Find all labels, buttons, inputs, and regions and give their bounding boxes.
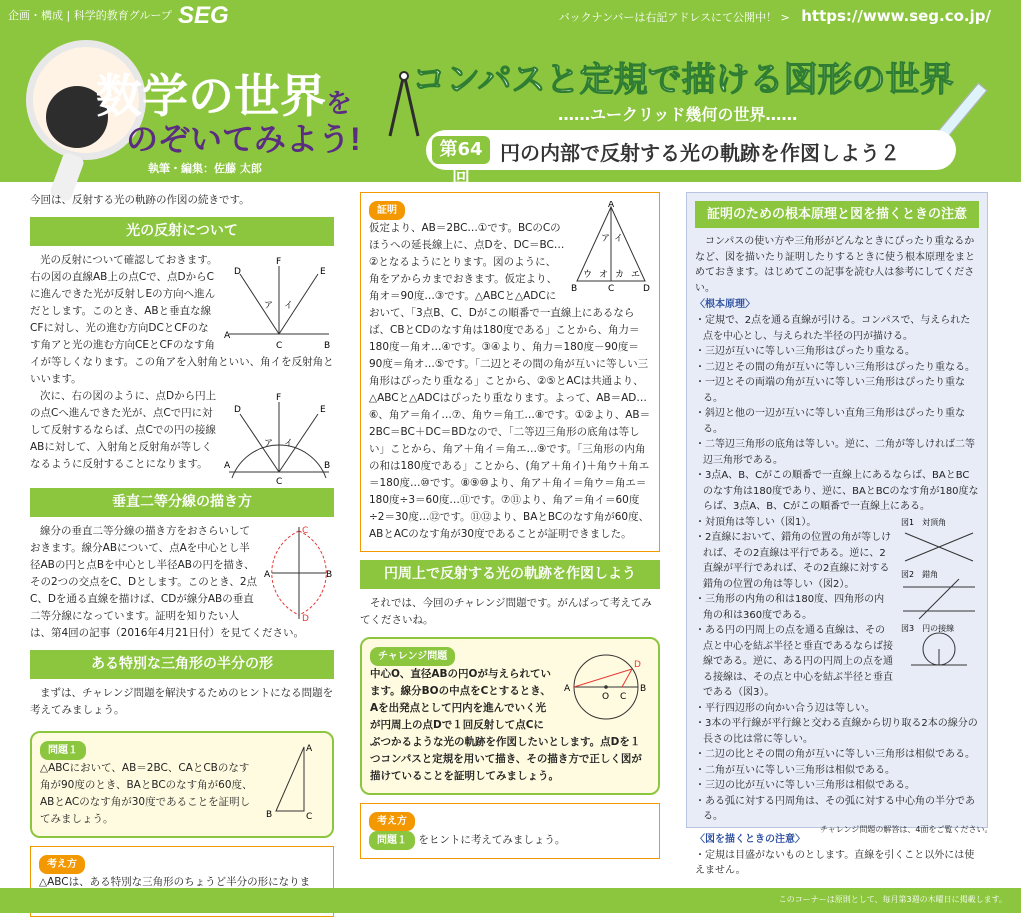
svg-text:イ: イ — [284, 301, 294, 311]
hint-2-problem-badge: 問題１ — [369, 831, 415, 850]
episode-banner — [426, 130, 956, 188]
fig3-label: 図3 円の接線 — [901, 623, 955, 633]
heading-triangle: ある特別な三角形の半分の形 — [30, 650, 334, 679]
svg-text:イ: イ — [284, 439, 294, 449]
svg-text:エ: エ — [631, 270, 641, 280]
series-title-particle: を — [326, 88, 353, 118]
reflection-figure-circle — [224, 388, 334, 488]
principle-item: ・二角が互いに等しい三角形は相似である。 — [695, 764, 895, 776]
principle-item: ・斜辺と他の一辺が互いに等しい直角三角形はぴったり重なる。 — [695, 408, 965, 435]
svg-text:ア: ア — [264, 301, 274, 311]
principle-item: ・三辺の比が互いに等しい三角形は相似である。 — [695, 780, 915, 791]
principle-item: ・2直線において、錯角の位置の角が等しければ、その2直線は平行である。逆に、2直線が平行であれば、その2直線に対する錯角の位置の角は等しい（図2）。 — [695, 532, 892, 590]
reflection-figure-line — [224, 252, 334, 352]
episode-title: 円の内部で反射する光の軌跡を作図しよう２ — [500, 141, 900, 165]
svg-text:C: C — [302, 526, 309, 536]
website-link[interactable]: https://www.seg.co.jp/ — [801, 7, 991, 25]
hint-2-text: をヒントに考えてみましょう。 — [418, 834, 566, 846]
reflection-paragraph-1: 光の反射について確認しておきます。右の図の直線AB上の点Cで、点DからCに進んできた光が反射しEの方向へ進んだとします。このとき、ABと垂直な線CFに対し、光の進む方向DCとCFのなす角アと光の進む方向CEとCFのなす角イが等しくなります。この角アを入射角といい、角イを反射角といいます。 — [30, 254, 334, 385]
svg-text:D: D — [634, 660, 641, 670]
hint-2-line — [369, 831, 651, 850]
problem-1-box — [30, 731, 334, 838]
footer-bar — [0, 888, 1021, 913]
proof-badge: 証明 — [369, 201, 405, 220]
svg-text:D: D — [302, 614, 309, 623]
answer-note: チャレンジ問題の解答は、4面をご覧ください。 — [820, 825, 993, 834]
principles-intro: コンパスの使い方や三角形がどんなときにぴったり重なるかなど、図を描いたり証明したりするときに使う根本原理をまとめておきます。はじめてこの記事を読む人は参考にしてください。 — [695, 236, 975, 294]
svg-text:F: F — [276, 257, 282, 267]
svg-text:C: C — [620, 692, 627, 702]
circle-paragraph: それでは、今回のチャレンジ問題です。がんばって考えてみてくださいね。 — [360, 597, 652, 626]
svg-text:B: B — [571, 284, 578, 291]
principles-heading: 証明のための根本原理と図を描くときの注意 — [695, 201, 979, 228]
challenge-badge: チャレンジ問題 — [370, 647, 455, 666]
svg-text:B: B — [326, 570, 333, 580]
principle-item: ・3本の平行線が平行線と交わる直線から切り取る2本の線分の長さの比は常に等しい。 — [695, 718, 978, 745]
principle-item: ・ある弧に対する円周角は、その弧に対する中心角の半分である。 — [695, 795, 975, 822]
principle-item: ・対頂角は等しい（図1）。 — [695, 516, 817, 528]
backnumber-text: バックナンバーは右記アドレスにて公開中！ > — [558, 11, 790, 24]
svg-text:A: A — [564, 684, 571, 694]
reflection-paragraph-2: 次に、右の図のように、点Dから円上の点Cへ進んできた光が、点Cで円に対して反射するならば、点Cでの円の接線ABに対して、入射角と反射角が等しくなるように反射することになります。 — [30, 390, 217, 470]
episode-number: 第64回 — [432, 136, 490, 164]
principle-item: ・二辺の比とその間の角が互いに等しい三角形は相似である。 — [695, 749, 975, 760]
svg-text:E: E — [320, 405, 326, 415]
svg-text:C: C — [276, 477, 283, 487]
fig1-label: 図1 対頂角 — [901, 517, 947, 527]
column-1 — [30, 192, 334, 917]
challenge-circle-figure — [560, 647, 650, 727]
svg-text:A: A — [306, 744, 313, 754]
triangle-figure — [264, 741, 324, 819]
svg-text:O: O — [602, 692, 610, 702]
principle-figures — [899, 515, 979, 675]
principle-item: ・ある円の円周上の点を通る直線は、その点と中心を結ぶ半径と垂直であるならば接線である。逆に、ある円の円周上の点を通る接線は、その点と中心を結ぶ半径と垂直である（図3）。 — [695, 625, 893, 698]
challenge-text: 中心O、直径ABの円Oが与えられています。線分BOの中点をCとするとき、Aを出発点として円内を進んでいく光が円周上の点Dで１回反射して点Cにぶつかるような光の軌跡を作図したいとします。点Dを１つコンパスと定規を用いて描き、その描き方で正しく図が描けていることを証明してみましょう。 — [370, 668, 642, 782]
svg-text:B: B — [324, 341, 331, 351]
problem-1-text: △ABCにおいて、AB＝2BC、CAとCBのなす角が90度のとき、BAとBCのなす角が60度、ABとACのなす角が30度であることを証明してみましょう。 — [40, 762, 253, 825]
svg-text:C: C — [306, 812, 313, 819]
column-2 — [360, 192, 660, 859]
caution-label: 〈図を描くときの注意〉 — [695, 833, 805, 845]
heading-bisector: 垂直二等分線の描き方 — [30, 488, 334, 517]
subtitle: ……ユークリッド幾何の世界…… — [558, 105, 798, 124]
principle-item: ・三角形の内角の和は180度、四角形の内角の和は360度である。 — [695, 594, 885, 621]
principle-item: ・二等辺三角形の底角は等しい。逆に、二角が等しければ二等辺三角形である。 — [695, 439, 975, 466]
svg-text:A: A — [264, 570, 271, 580]
svg-text:カ: カ — [615, 270, 625, 280]
hint-badge-2: 考え方 — [369, 812, 415, 831]
svg-text:A: A — [608, 201, 615, 210]
principle-item: ・3点A、B、Cがこの順番で一直線上にあるならば、BAとBCのなす角は180度であり、逆に、BAとBCのなす角が180度ならば、3点A、B、Cがこの順番で一直線上にある。 — [695, 470, 979, 512]
svg-text:E: E — [320, 267, 326, 277]
heading-circle-reflection: 円周上で反射する光の軌跡を作図しよう — [360, 560, 660, 589]
svg-text:ア: ア — [264, 439, 274, 449]
hint-text: △ABCは、ある特別な三角形のちょうど半分の形になりま — [39, 876, 311, 888]
caution-text: ・定規は目盛がないものとします。直線を引くこと以外には使えません。 — [695, 849, 975, 876]
publisher-label: 企画・構成 | 科学的教育グループ — [8, 9, 172, 22]
bisector-figure — [264, 523, 334, 623]
svg-text:F: F — [276, 393, 282, 403]
footer-text: このコーナーは原則として、毎月第3週の木曜日に掲載します。 — [778, 895, 1007, 904]
svg-text:オ: オ — [599, 270, 609, 280]
series-title-main: 数学の世界 — [96, 70, 326, 122]
principle-item: ・平行四辺形の向かい合う辺は等しい。 — [695, 702, 875, 714]
svg-text:C: C — [276, 341, 283, 351]
proof-text: 仮定より、AB＝2BC…①です。BCのCのほうへの延長線上に、点Dを、DC＝BC…②となるようにとります。図のように、角をアからカまでおきます。仮定より、角オ＝90度…③です。△ABCと△ADCにおいて、「3点B、C、Dがこの順番で一直線上にあるならば、CBとCDのなす角は180度である」ことから、角力＝180度－角オ…④です。③④より、角力＝180度－90度＝90度＝角オ…⑤です。「二辺とその間の角が互いに等しい三角形はぴったり重なる」ことから、②⑤とACは共通より、△ABCと△ADCはぴったり重なります。よって、AB＝AD…⑥、角ア＝角イ…⑦、角ウ＝角工…⑧です。①②より、AB＝2BC＝BC＋DC＝BDなので、「二等辺三角形の底角は等しい」ことから、角ア＋角イ＝角エ…⑨です。「三角形の内角の和は180度である」ことから、(角ア＋角イ)＋角ウ＋角エ＝180度…⑩です。⑧⑨⑩より、角ア＋角イ＝角ウ＝角エ＝180度÷3＝60度…⑪です。⑦⑪より、角ア＝角イ＝60度÷2＝30度…⑫です。⑪⑫より、BAとBCのなす角が60度、ABとACのなす角が30度であることが証明できました。 — [369, 222, 651, 540]
principle-item: ・二辺とその間の角が互いに等しい三角形はぴったり重なる。 — [695, 361, 975, 373]
svg-text:A: A — [224, 331, 231, 341]
principles-label: 〈根本原理〉 — [695, 299, 755, 310]
triangle-paragraph: まずは、チャレンジ問題を解決するためのヒントになる問題を考えてみましょう。 — [30, 687, 334, 716]
main-title: コンパスと定規で描ける図形の世界 — [412, 61, 954, 99]
svg-text:B: B — [640, 684, 647, 694]
svg-text:B: B — [324, 461, 331, 471]
proof-box — [360, 192, 660, 552]
hint-badge: 考え方 — [39, 855, 85, 874]
svg-text:D: D — [643, 284, 650, 291]
svg-text:イ: イ — [614, 234, 624, 244]
top-bar — [0, 0, 1021, 34]
principles-list — [695, 313, 979, 825]
svg-text:D: D — [234, 267, 241, 277]
challenge-box — [360, 637, 660, 795]
proof-triangle-figure — [571, 201, 651, 291]
svg-text:B: B — [266, 810, 273, 819]
svg-text:ア: ア — [601, 234, 611, 244]
hint-box-2 — [360, 803, 660, 859]
series-title-sub: のぞいてみよう! — [126, 121, 361, 157]
intro-text: 今回は、反射する光の軌跡の作図の続きです。 — [30, 194, 250, 206]
seg-logo: SEG — [178, 2, 229, 29]
problem-1-badge: 問題１ — [40, 741, 86, 760]
principle-item: ・一辺とその両端の角が互いに等しい三角形はぴったり重なる。 — [695, 377, 965, 404]
heading-reflection: 光の反射について — [30, 217, 334, 246]
svg-text:D: D — [234, 405, 241, 415]
byline: 執筆・編集：佐藤 太郎 — [148, 162, 262, 175]
principle-item: ・定規で、2点を通る直線が引ける。コンパスで、与えられた点を中心とし、与えられた半径の円が描ける。 — [695, 315, 971, 342]
svg-text:C: C — [608, 284, 615, 291]
principle-item: ・三辺が互いに等しい三角形はぴったり重なる。 — [695, 346, 915, 357]
fig2-label: 図2 錯角 — [901, 569, 939, 579]
svg-text:A: A — [224, 461, 231, 471]
bisector-paragraph: 線分の垂直二等分線の描き方をおさらいしておきます。線分ABについて、点Aを中心とし半径ABの円と点Bを中心とし半径ABの円を描き、その2つの交点をC、Dとします。このとき、2点C、Dを通る直線を描けば、CDが線分ABの垂直二等分線になっています。証明を知りたい人は、第4回の記事（2016年4月21日付）を見てください。 — [30, 525, 304, 639]
svg-text:ウ: ウ — [583, 270, 593, 280]
header-banner — [0, 34, 1021, 188]
backnumber-notice — [559, 7, 991, 25]
